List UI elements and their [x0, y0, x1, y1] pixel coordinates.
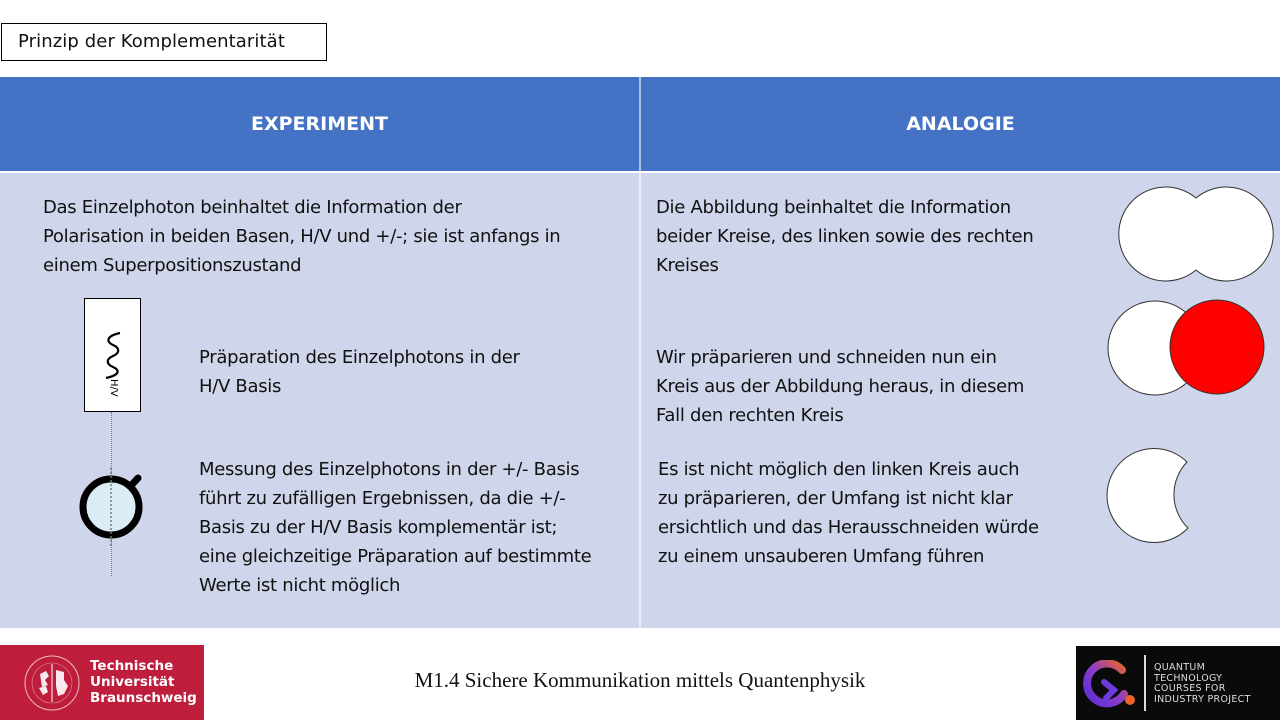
text-line: ersichtlich und das Herausschneiden würde — [658, 517, 1039, 538]
text-line: Messung des Einzelphotons in der +/- Basis — [199, 459, 580, 480]
text-line: Universität — [90, 674, 175, 690]
qtc-logo-text — [1154, 663, 1251, 705]
comparison-table — [0, 77, 1280, 628]
text-line: INDUSTRY PROJECT — [1154, 693, 1251, 705]
text-line: führt zu zufälligen Ergebnissen, da die +/- — [199, 488, 566, 509]
text-line: QUANTUM — [1154, 662, 1206, 673]
circle-analogy-figures — [1100, 180, 1280, 560]
text-line: eine gleichzeitige Präparation auf bestimmte — [199, 546, 592, 567]
footer-course-title: M1.4 Sichere Kommunikation mittels Quantenphysik — [414, 668, 866, 692]
experiment-preparation-text — [199, 343, 520, 401]
detector-icon — [75, 468, 150, 548]
text-line: Polarisation in beiden Basen, H/V und +/-; sie ist anfangs in — [43, 226, 561, 247]
text-line: H/V Basis — [199, 376, 282, 397]
text-line: Die Abbildung beinhaltet die Information — [656, 197, 1011, 218]
double-circle-icon — [1119, 187, 1273, 281]
qtc-emblem-icon — [1082, 660, 1140, 708]
experiment-measurement-text — [199, 455, 591, 600]
text-line: Basis zu der H/V Basis komplementär ist; — [199, 517, 558, 538]
text-line: Braunschweig — [90, 690, 197, 706]
qtc-logo-divider — [1144, 655, 1146, 711]
slide-title: Prinzip der Komplementarität — [1, 23, 327, 61]
column-divider — [639, 173, 641, 628]
text-line: Kreises — [656, 255, 719, 276]
cut-circle-icon — [1108, 300, 1264, 395]
tu-logo-text — [90, 658, 197, 706]
text-line: Wir präparieren und schneiden nun ein — [656, 347, 997, 368]
tu-seal-icon — [22, 652, 82, 714]
experiment-intro-text — [43, 193, 560, 280]
text-line: Es ist nicht möglich den linken Kreis auch — [658, 459, 1020, 480]
header-experiment: EXPERIMENT — [251, 113, 388, 135]
polarization-basis-label: H/V — [108, 379, 119, 397]
text-line: COURSES FOR — [1154, 683, 1226, 694]
analogy-intro-text — [656, 193, 1033, 280]
analogy-measurement-text — [658, 455, 1039, 571]
text-line: Werte ist nicht möglich — [199, 575, 401, 596]
text-line: zu präparieren, der Umfang ist nicht klar — [658, 488, 1013, 509]
tu-braunschweig-logo — [0, 645, 204, 720]
text-line: Technische — [90, 658, 174, 674]
text-line: beider Kreise, des linken sowie des rechten — [656, 226, 1034, 247]
crescent-circle-icon — [1107, 449, 1188, 543]
text-line: Fall den rechten Kreis — [656, 405, 844, 426]
text-line: TECHNOLOGY — [1154, 672, 1223, 684]
text-line: Kreis aus der Abbildung heraus, in diesem — [656, 376, 1025, 397]
text-line: einem Superpositionszustand — [43, 255, 302, 276]
text-line: Präparation des Einzelphotons in der — [199, 347, 520, 368]
analogy-preparation-text — [656, 343, 1024, 430]
text-line: zu einem unsauberen Umfang führen — [658, 546, 985, 567]
photon-source-device — [84, 298, 141, 412]
table-header-row — [0, 77, 1280, 171]
text-line: Das Einzelphoton beinhaltet die Information der — [43, 197, 462, 218]
quantum-technology-courses-logo — [1076, 646, 1280, 720]
header-analogy: ANALOGIE — [906, 113, 1015, 135]
